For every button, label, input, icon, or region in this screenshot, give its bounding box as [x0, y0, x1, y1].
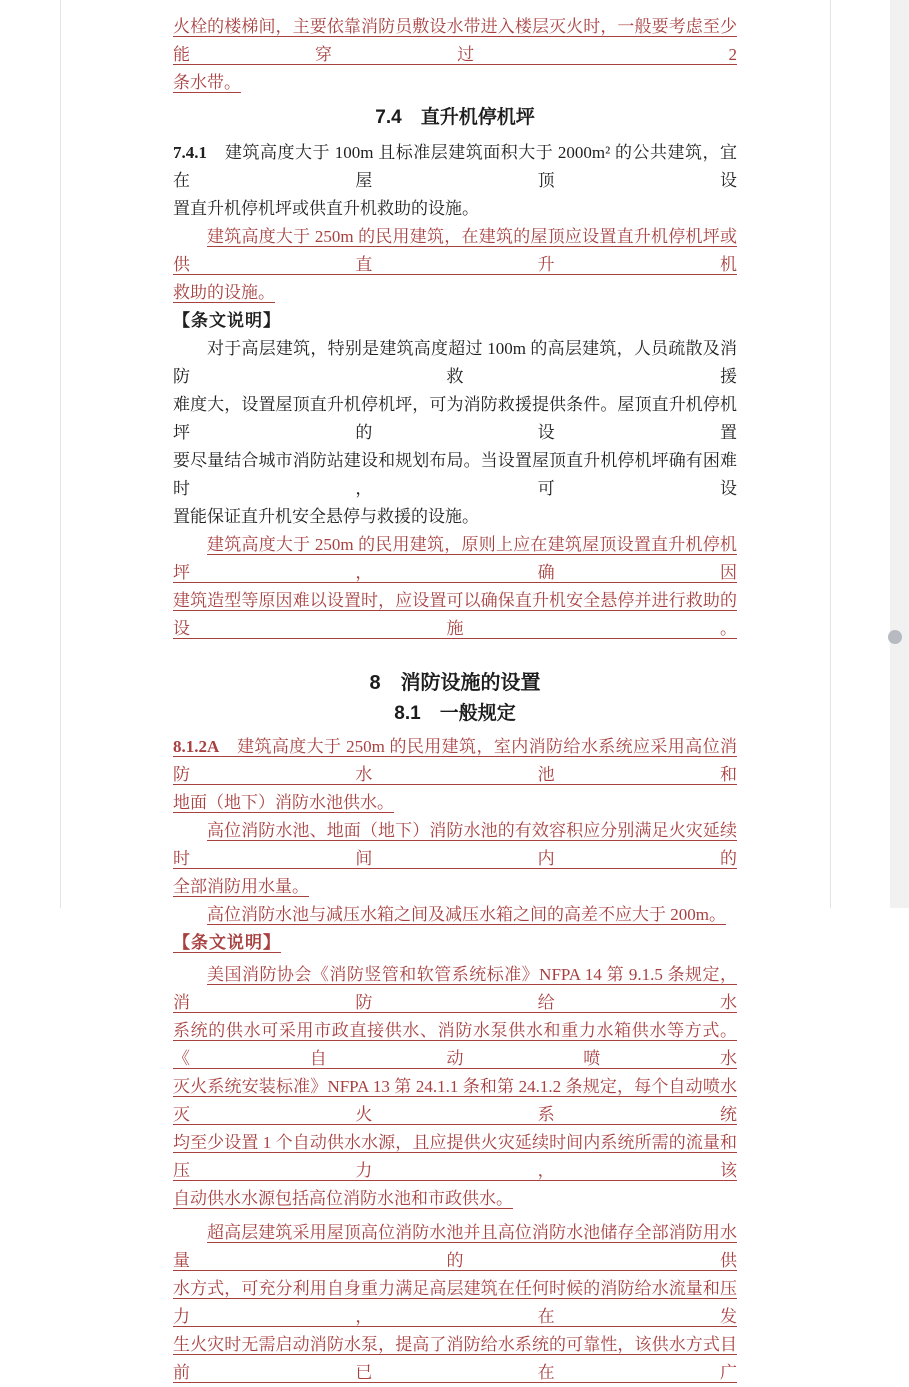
- text-line: 自动供水水源包括高位消防水池和市政供水。: [173, 1189, 513, 1208]
- clause-text: 建筑高度大于 100m 且标准层建筑面积大于 2000m² 的公共建筑，宜在屋顶设: [173, 143, 737, 190]
- paragraph-block: [173, 223, 737, 307]
- text-line: 【条文说明】: [173, 933, 281, 952]
- paragraph-block: [173, 531, 737, 643]
- text-line: 难度大，设置屋顶直升机停机坪，可为消防救援提供条件。屋顶直升机停机坪的设置: [173, 395, 737, 442]
- text-line: 救助的设施。: [173, 283, 275, 302]
- text-line: 【条文说明】: [173, 311, 281, 330]
- text-line: 要尽量结合城市消防站建设和规划布局。当设置屋顶直升机停机坪确有困难时，可设: [173, 451, 737, 498]
- text-line: 高位消防水池与减压水箱之间及减压水箱之间的高差不应大于 200m。: [207, 905, 726, 924]
- clause-number: 8.1.2A: [173, 737, 220, 756]
- text-line: 条水带。: [173, 73, 241, 92]
- text-line: [173, 733, 737, 789]
- page-right-edge: [830, 0, 831, 908]
- page-left-edge: [60, 0, 61, 908]
- section-heading: 8 消防设施的设置: [369, 672, 541, 694]
- paragraph-block: [173, 929, 737, 957]
- text-line: 置直升机停机坪或供直升机救助的设施。: [173, 199, 479, 218]
- text-line: 美国消防协会《消防竖管和软管系统标准》NFPA 14 第 9.1.5 条规定，消防给水: [173, 965, 737, 1012]
- text-line: 地面（地下）消防水池供水。: [173, 793, 394, 812]
- scroll-indicator-dot[interactable]: [888, 630, 902, 644]
- paragraph-block: [173, 817, 737, 901]
- text-line: 置能保证直升机安全悬停与救援的设施。: [173, 507, 479, 526]
- text-line: 灭火系统安装标准》NFPA 13 第 24.1.1 条和第 24.1.2 条规定，每个自动喷水灭火系统: [173, 1077, 737, 1124]
- text-line: 全部消防用水量。: [173, 877, 309, 896]
- paragraph-block: [173, 139, 737, 223]
- text-line: 水方式，可充分利用自身重力满足高层建筑在任何时候的消防给水流量和压力，在发: [173, 1279, 737, 1326]
- document-page: [173, 0, 737, 1387]
- clause-number: 7.4.1: [173, 143, 207, 162]
- text-line: 均至少设置 1 个自动供水水源，且应提供火灾延续时间内系统所需的流量和压力，该: [173, 1133, 737, 1180]
- text-line: 生火灾时无需启动消防水泵，提高了消防给水系统的可靠性，该供水方式目前已在广: [173, 1335, 737, 1382]
- section-heading: 8.1 一般规定: [394, 703, 516, 724]
- paragraph-block: [173, 1219, 737, 1387]
- paragraph-block: [173, 335, 737, 531]
- text-line: 建筑造型等原因难以设置时，应设置可以确保直升机安全悬停并进行救助的设施。: [173, 591, 737, 638]
- text-line: 火栓的楼梯间，主要依靠消防员敷设水带进入楼层灭火时，一般要考虑至少能穿过 2: [173, 17, 737, 64]
- text-line: 超高层建筑采用屋顶高位消防水池并且高位消防水池储存全部消防用水量的供: [173, 1223, 737, 1270]
- paragraph-block: [173, 961, 737, 1213]
- text-line: 高位消防水池、地面（地下）消防水池的有效容积应分别满足火灾延续时间内的: [173, 821, 737, 868]
- paragraph-block: [173, 307, 737, 335]
- text-line: [173, 139, 737, 195]
- clause-text: 建筑高度大于 250m 的民用建筑，室内消防给水系统应采用高位消防水池和: [173, 737, 737, 784]
- text-line: 系统的供水可采用市政直接供水、消防水泵供水和重力水箱供水等方式。《自动喷水: [173, 1021, 737, 1068]
- text-line: 建筑高度大于 250m 的民用建筑，原则上应在建筑屋顶设置直升机停机坪，确因: [173, 535, 737, 582]
- paragraph-block: [173, 733, 737, 817]
- text-line: 对于高层建筑，特别是建筑高度超过 100m 的高层建筑，人员疏散及消防救援: [173, 339, 737, 386]
- paragraph-block: [173, 901, 737, 929]
- scrollbar-track[interactable]: [890, 0, 909, 908]
- paragraph-block: [173, 13, 737, 97]
- text-line: 建筑高度大于 250m 的民用建筑，在建筑的屋顶应设置直升机停机坪或供直升机: [173, 227, 737, 274]
- section-heading: 7.4 直升机停机坪: [375, 107, 535, 128]
